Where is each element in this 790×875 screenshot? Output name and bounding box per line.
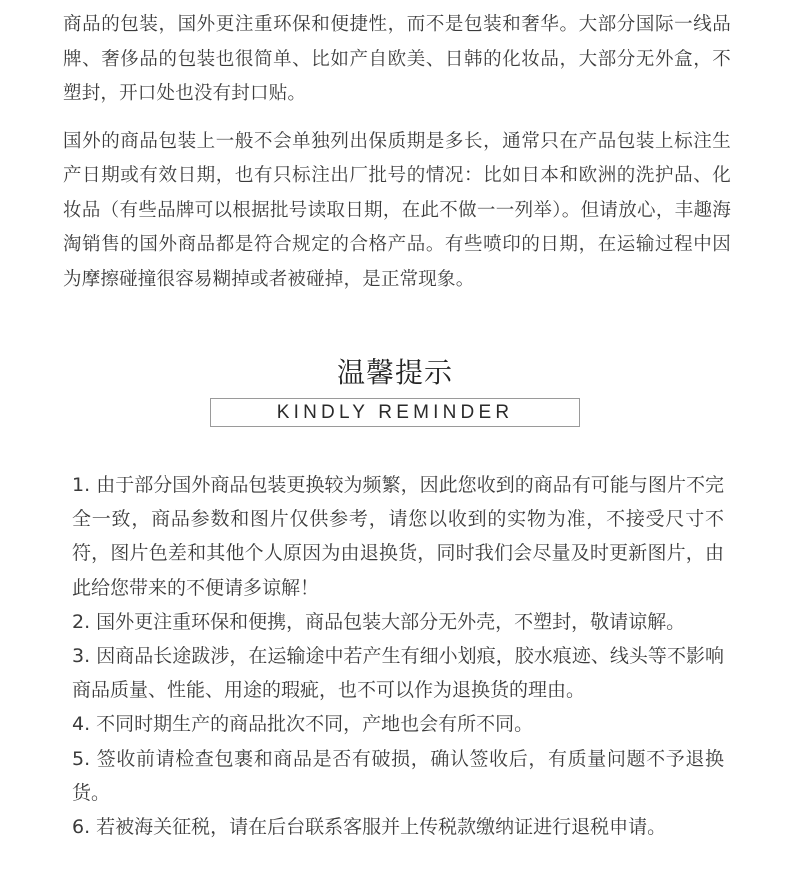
reminder-title: 温馨提示 bbox=[336, 356, 453, 389]
intro-section bbox=[63, 8, 731, 297]
reminder-note-2: 2. 国外更注重环保和便携，商品包装大部分无外壳，不塑封，敬请谅解。 bbox=[72, 610, 686, 633]
intro-paragraph-packaging: 商品的包装，国外更注重环保和便捷性，而不是包装和奢华。大部分国际一线品牌、奢侈品的包装也很简单、比如产自欧美、日韩的化妆品，大部分无外盒，不塑封，开口处也没有封口贴。 bbox=[63, 14, 731, 104]
reminder-note-5: 5. 签收前请检查包裹和商品是否有破损，确认签收后，有质量问题不予退换货。 bbox=[72, 747, 724, 804]
intro-paragraph-expiry-date: 国外的商品包装上一般不会单独列出保质期是多长，通常只在产品包装上标注生产日期或有效日期，也有只标注出厂批号的情况：比如日本和欧洲的洗护品、化妆品（有些品牌可以根据批号读取日期，在此不做一一列举）。但请放心，丰趣海淘销售的国外商品都是符合规定的合格产品。有些喷印的日期，在运输过程中因为摩擦碰撞很容易糊掉或者被碰掉，是正常现象。 bbox=[63, 130, 731, 290]
reminder-subtitle: KINDLY REMINDER bbox=[210, 398, 580, 427]
reminder-note-3: 3. 因商品长途跋涉，在运输途中若产生有细小划痕，胶水痕迹、线头等不影响商品质量、性能、用途的瑕疵，也不可以作为退换货的理由。 bbox=[72, 645, 724, 702]
reminder-note-6: 6. 若被海关征税，请在后台联系客服并上传税款缴纳证进行退税申请。 bbox=[72, 816, 667, 839]
reminder-note-4: 4. 不同时期生产的商品批次不同，产地也会有所不同。 bbox=[72, 713, 534, 736]
reminder-notes-list bbox=[72, 468, 724, 844]
reminder-note-1: 1. 由于部分国外商品包装更换较为频繁，因此您收到的商品有可能与图片不完全一致，商品参数和图片仅供参考，请您以收到的实物为准，不接受尺寸不符，图片色差和其他个人原因为由退换货，同时我们会尽量及时更新图片，由此给您带来的不便请多谅解！ bbox=[72, 474, 724, 599]
